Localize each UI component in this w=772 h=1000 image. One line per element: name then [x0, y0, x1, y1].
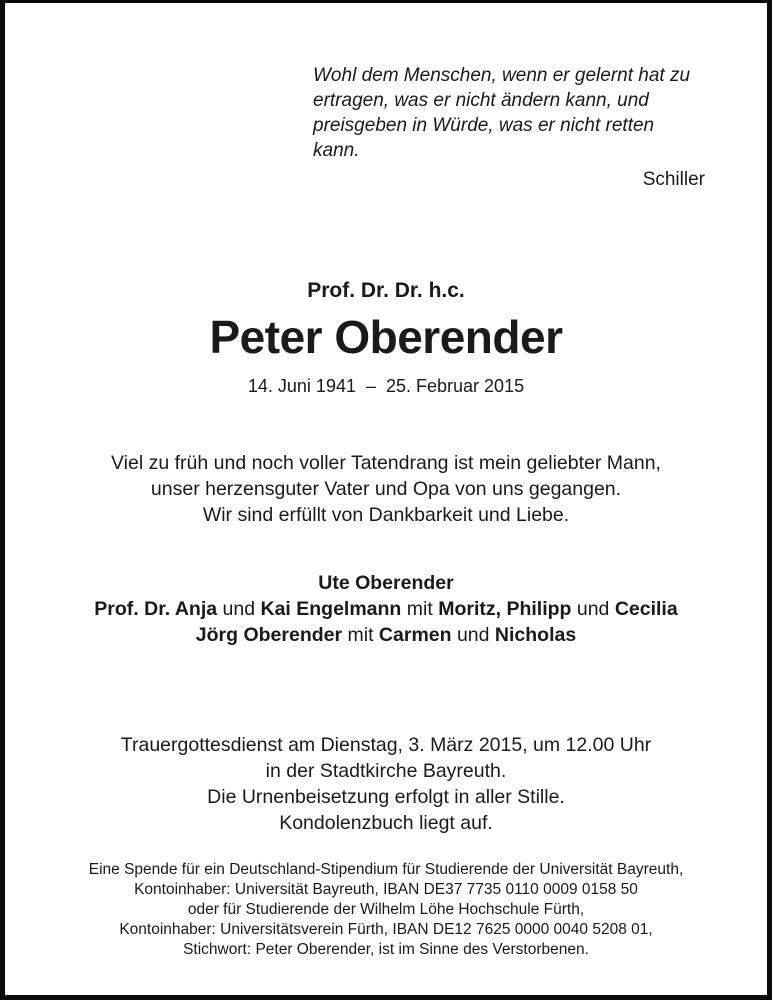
text-segment: Ute Oberender — [318, 572, 454, 594]
text-segment: Jörg Oberender — [195, 624, 343, 646]
text-segment: Nicholas — [494, 624, 577, 646]
text-segment: mit — [401, 598, 439, 620]
tribute-line: Viel zu früh und noch voller Tatendrang ist mein geliebter Mann, — [111, 452, 661, 474]
service-line: Kondolenzbuch liegt auf. — [279, 812, 493, 834]
mourning-family-list — [5, 570, 767, 648]
text-segment: Prof. Dr. Anja — [94, 598, 218, 620]
text-segment: Moritz, Philipp — [438, 598, 572, 620]
donation-info — [5, 860, 767, 960]
text-segment: Carmen — [378, 624, 452, 646]
tribute-line: unser herzensguter Vater und Opa von uns gegangen. — [150, 478, 622, 500]
deceased-title-prefix: Prof. Dr. Dr. h.c. — [307, 279, 465, 302]
family-line — [5, 596, 767, 622]
deceased-header — [5, 278, 767, 398]
quote-line: Wohl dem Menschen, wenn er gelernt hat zu — [313, 65, 691, 86]
service-line: Trauergottesdienst am Dienstag, 3. März 2015, um 12.00 Uhr — [120, 734, 652, 756]
donation-line: oder für Studierende der Wilhelm Löhe Hochschule Fürth, — [187, 901, 585, 918]
donation-line: Kontoinhaber: Universitätsverein Fürth, IBAN DE12 7625 0000 0040 5208 01, — [119, 921, 653, 938]
text-segment: mit — [342, 624, 379, 646]
text-segment: Kai Engelmann — [260, 598, 402, 620]
deceased-name: Peter Oberender — [209, 311, 563, 363]
text-segment: und — [451, 624, 495, 646]
donation-line: Kontoinhaber: Universität Bayreuth, IBAN DE37 7735 0110 0009 0158 50 — [134, 881, 638, 898]
quote-line: ertragen, was er nicht ändern kann, und — [313, 90, 649, 111]
text-segment: und — [571, 598, 615, 620]
donation-line: Stichwort: Peter Oberender, ist im Sinne des Verstorbenen. — [183, 941, 589, 958]
text-segment: Cecilia — [614, 598, 678, 620]
family-line — [5, 622, 767, 648]
service-line: Die Urnenbeisetzung erfolgt in aller Stille. — [207, 786, 565, 808]
deceased-dates: 14. Juni 1941 – 25. Februar 2015 — [247, 376, 525, 396]
family-line — [5, 570, 767, 596]
tribute-text — [5, 450, 767, 528]
funeral-service-info — [5, 732, 767, 836]
donation-line: Eine Spende für ein Deutschland-Stipendium für Studierende der Universität Bayreuth, — [88, 861, 684, 878]
quote-line: preisgeben in Würde, was er nicht retten kann. — [313, 115, 655, 161]
text-segment: und — [217, 598, 261, 620]
epigraph-quote — [313, 63, 705, 192]
quote-attribution: Schiller — [642, 169, 705, 190]
tribute-line: Wir sind erfüllt von Dankbarkeit und Liebe. — [202, 504, 570, 526]
service-line: in der Stadtkirche Bayreuth. — [265, 760, 507, 782]
